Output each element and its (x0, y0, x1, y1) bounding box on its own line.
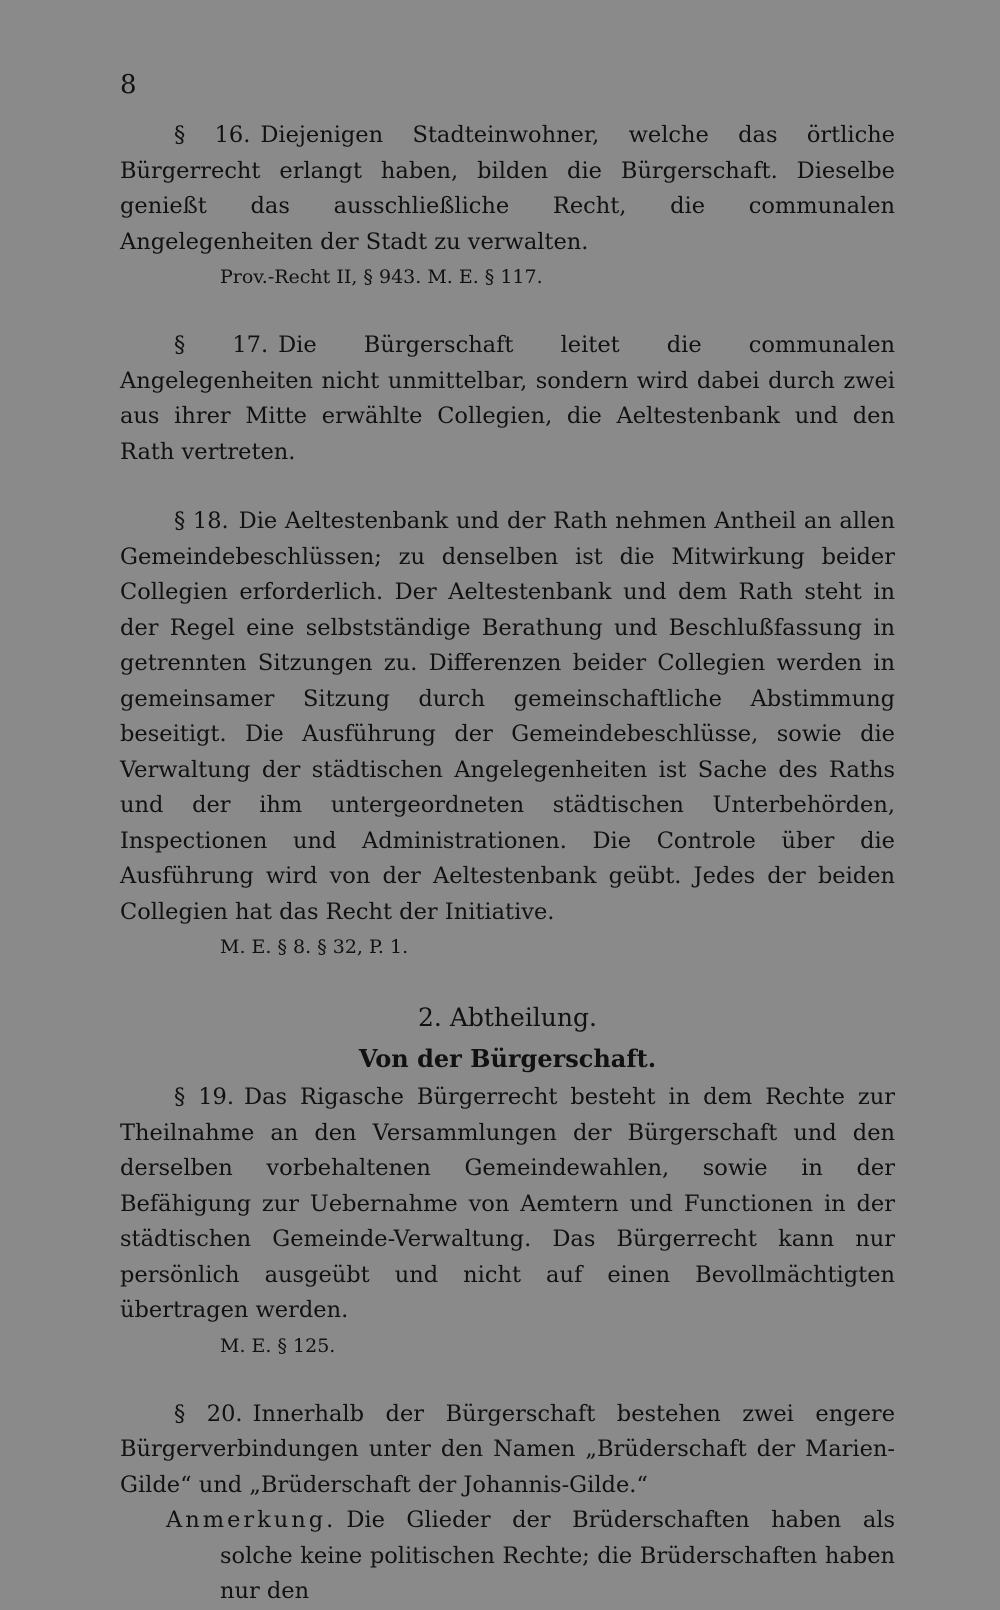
section-number: § 20. (174, 1400, 243, 1427)
division-subheading: Von der Bürgerschaft. (358, 1044, 657, 1073)
section-number: § 16. (174, 122, 251, 148)
section-number: § 17. (174, 332, 269, 358)
legal-reference: Prov.-Recht II, § 943. M. E. § 117. (220, 266, 543, 288)
paragraph-section-16 (120, 118, 895, 260)
paragraph-section-17 (120, 328, 895, 470)
paragraph-section-18 (120, 504, 895, 930)
note-label: Anmerkung. (166, 1507, 337, 1533)
division-heading: 2. Abtheilung. (418, 1003, 597, 1032)
section-text: Die Bürgerschaft leitet die communalen Angelegenheiten nicht unmittelbar, sondern wird dabei durch zwei aus ihrer Mitte erwählte Collegien, die Aeltestenbank und den Rath vertreten. (120, 332, 896, 465)
section-text: Diejenigen Stadteinwohner, welche das örtliche Bürgerrecht erlangt haben, bilden die Bürgerschaft. Dieselbe genießt das ausschließliche Recht, die communalen Angelegenheiten der Stadt zu verwalten. (120, 122, 896, 255)
paragraph-section-20 (120, 1397, 895, 1504)
section-number: § 18. (174, 508, 229, 534)
section-number: § 19. (174, 1084, 235, 1110)
annotation-note (120, 1503, 895, 1610)
note-text: Die Glieder der Brüderschaften haben als solche keine politischen Rechte; die Brüderschaften haben nur den (220, 1507, 895, 1604)
spacer (120, 1363, 895, 1397)
page-number: 8 (120, 70, 137, 100)
paragraph-section-19 (120, 1080, 895, 1329)
legal-reference: M. E. § 8. § 32, P. 1. (220, 936, 409, 958)
page-body (120, 118, 895, 1610)
section-text: Das Rigasche Bürgerrecht besteht in dem Rechte zur Theilnahme an den Versammlungen der Bürgerschaft und den derselben vorbehaltenen Gemeindewahlen, sowie in der Befähigung zur Uebernahme von Aemtern und Functionen in der städtischen Gemeinde-Verwaltung. Das Bürgerrecht kann nur persönlich ausgeübt und nicht auf einen Bevollmächtigten übertragen werden. (120, 1084, 896, 1323)
spacer (120, 470, 895, 504)
spacer (120, 964, 895, 998)
spacer (120, 294, 895, 328)
legal-reference: M. E. § 125. (220, 1334, 336, 1357)
section-text: Die Aeltestenbank und der Rath nehmen Antheil an allen Gemeindebeschlüssen; zu denselben ist die Mitwirkung beider Collegien erforderlich. Der Aeltestenbank und dem Rath steht in der Regel eine selbstständige Berathung und Beschlußfassung in getrennten Sitzungen zu. Differenzen beider Collegien werden in gemeinsamer Sitzung durch gemeinschaftliche Abstimmung beseitigt. Die Ausführung der Gemeindebeschlüsse, sowie die Verwaltung der städtischen Angelegenheiten ist Sache des Raths und der ihm untergeordneten städtischen Unterbehörden, Inspectionen und Administrationen. Die Controle über die Ausführung wird von der Aeltestenbank geübt. Jedes der beiden Collegien hat das Recht der Initiative. (120, 508, 895, 925)
section-text: Innerhalb der Bürgerschaft bestehen zwei engere Bürgerverbindungen unter den Namen „Brüderschaft der Marien-Gilde“ und „Brüderschaft der Johannis-Gilde.“ (120, 1400, 896, 1498)
